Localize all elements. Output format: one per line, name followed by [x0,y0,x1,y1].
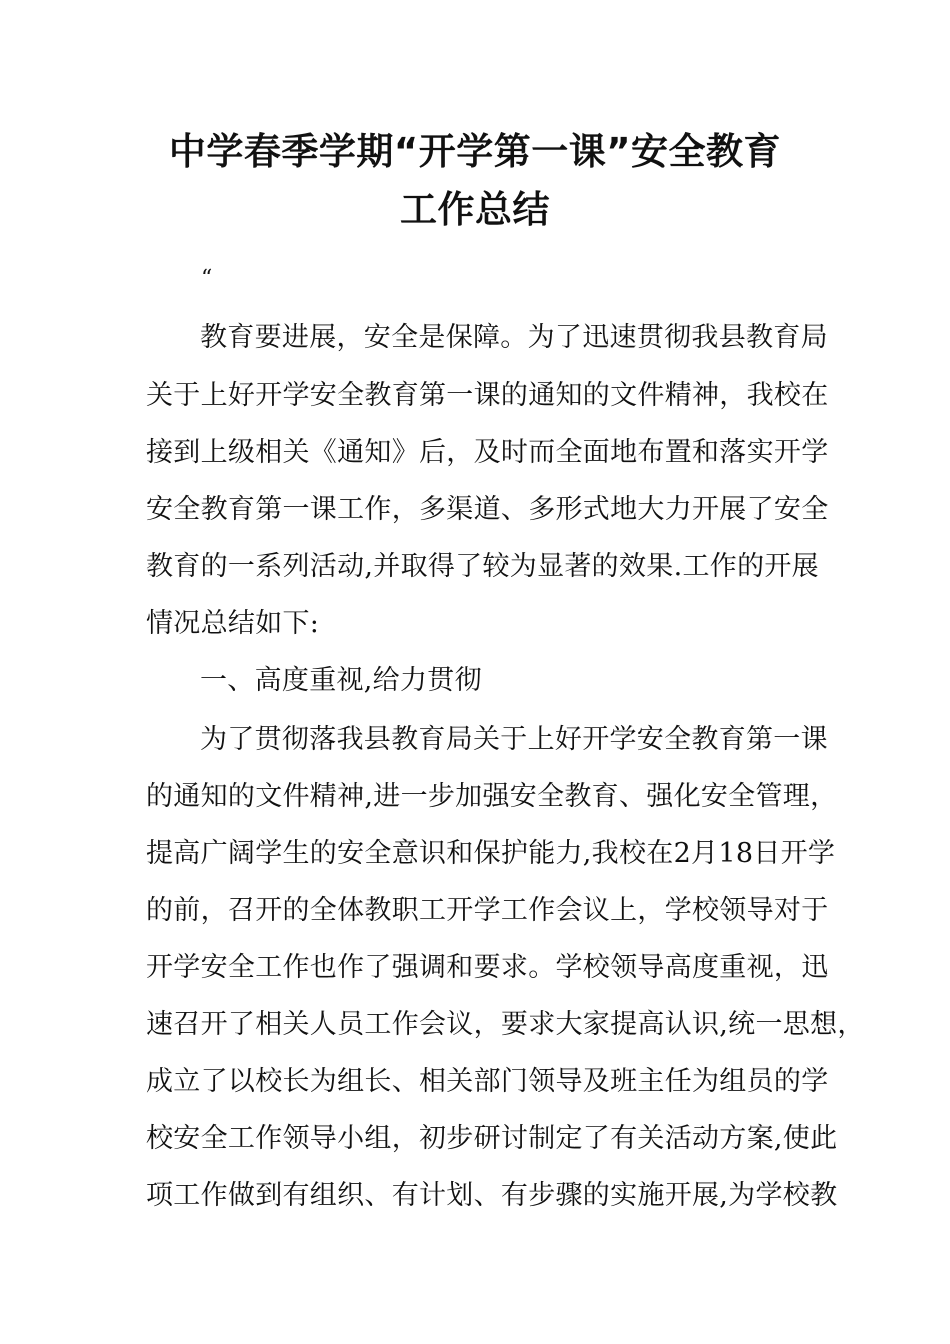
paragraph-line: 安全教育第一课工作，多渠道、多形式地大力开展了安全 [146,494,829,525]
paragraph-line: 成立了以校长为组长、相关部门领导及班主任为组员的学 [146,1066,829,1097]
paragraph-line: 教育的一系列活动,并取得了较为显著的效果.工作的开展 [146,551,819,582]
paragraph-line: 为了贯彻落我县教育局关于上好开学安全教育第一课 [200,724,828,755]
paragraph-line: 的通知的文件精神,进一步加强安全教育、强化安全管理， [146,781,838,812]
paragraph-line: 速召开了相关人员工作会议，要求大家提高认识,统一思想， [146,1009,865,1040]
paragraph-line: 接到上级相关《通知》后，及时而全面地布置和落实开学 [146,437,829,468]
document-title-line-1: 中学春季学期“开学第一课”安全教育 [168,130,782,173]
paragraph-line: 开学安全工作也作了强调和要求。学校领导高度重视，迅 [146,952,829,983]
section-heading: 一、高度重视,给力贯彻 [200,665,482,696]
paragraph-line: 情况总结如下: [146,608,320,639]
paragraph-line: 校安全工作领导小组，初步研讨制定了有关活动方案,使此 [146,1123,838,1154]
document-title-line-2: 工作总结 [400,188,550,231]
paragraph-line: 教育要进展，安全是保障。为了迅速贯彻我县教育局 [200,322,828,353]
paragraph-line: 项工作做到有组织、有计划、有步骤的实施开展,为学校教 [146,1180,838,1211]
paragraph-line: 提高广阔学生的安全意识和保护能力,我校在2月18日开学 [146,838,836,869]
paragraph-line: 的前，召开的全体教职工开学工作会议上，学校领导对于 [146,895,829,926]
paragraph-line: 关于上好开学安全教育第一课的通知的文件精神，我校在 [146,380,829,411]
stray-quote-mark: “ [201,266,213,291]
